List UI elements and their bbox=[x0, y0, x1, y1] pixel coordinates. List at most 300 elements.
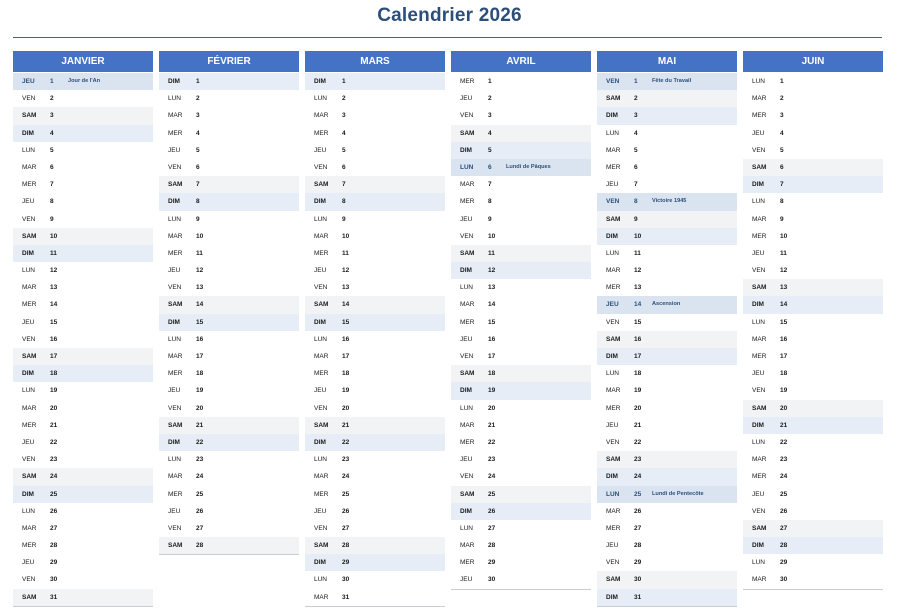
weekday-label: MER bbox=[22, 421, 37, 429]
weekday-label: LUN bbox=[314, 95, 328, 103]
day-row bbox=[13, 486, 153, 503]
day-row bbox=[13, 73, 153, 90]
day-row bbox=[13, 296, 153, 313]
day-number: 2 bbox=[488, 95, 492, 103]
day-number: 11 bbox=[780, 249, 787, 257]
weekday-label: JEU bbox=[22, 559, 35, 567]
day-row bbox=[451, 520, 591, 537]
day-row bbox=[451, 211, 591, 228]
weekday-label: LUN bbox=[606, 129, 620, 137]
weekday-label: VEN bbox=[22, 456, 36, 464]
day-row bbox=[159, 211, 299, 228]
day-row bbox=[13, 90, 153, 107]
weekday-label: JEU bbox=[460, 215, 473, 223]
day-number: 26 bbox=[50, 507, 58, 515]
weekday-label: MER bbox=[22, 542, 37, 550]
day-row bbox=[743, 73, 883, 90]
day-list bbox=[159, 73, 299, 554]
day-row bbox=[451, 296, 591, 313]
title-divider bbox=[13, 37, 882, 38]
weekday-label: MAR bbox=[22, 284, 37, 292]
weekday-label: DIM bbox=[460, 267, 472, 275]
day-number: 3 bbox=[634, 112, 638, 120]
day-row bbox=[451, 142, 591, 159]
day-number: 17 bbox=[342, 353, 350, 360]
day-list bbox=[597, 73, 737, 606]
weekday-label: SAM bbox=[606, 95, 621, 103]
day-row bbox=[13, 537, 153, 554]
holiday-label: Ascension bbox=[652, 301, 681, 308]
day-row bbox=[13, 348, 153, 365]
day-number: 2 bbox=[634, 95, 638, 103]
day-number: 11 bbox=[196, 249, 203, 257]
day-row bbox=[305, 400, 445, 417]
day-list bbox=[13, 73, 153, 606]
day-row bbox=[305, 468, 445, 485]
day-row bbox=[597, 176, 737, 193]
day-row bbox=[743, 262, 883, 279]
day-number: 10 bbox=[634, 232, 642, 240]
day-row bbox=[597, 296, 737, 313]
weekday-label: SAM bbox=[22, 593, 37, 601]
day-number: 18 bbox=[780, 370, 788, 378]
month-header: JANVIER bbox=[13, 51, 153, 72]
day-number: 23 bbox=[634, 456, 642, 464]
weekday-label: VEN bbox=[168, 524, 182, 532]
day-row bbox=[597, 537, 737, 554]
weekday-label: JEU bbox=[22, 438, 35, 446]
day-row bbox=[13, 571, 153, 588]
weekday-label: DIM bbox=[314, 559, 326, 567]
day-number: 22 bbox=[634, 438, 642, 446]
weekday-label: DIM bbox=[314, 438, 326, 446]
day-number: 28 bbox=[488, 542, 496, 550]
day-row bbox=[305, 73, 445, 90]
day-row bbox=[743, 348, 883, 365]
day-number: 30 bbox=[780, 576, 788, 584]
day-row bbox=[13, 365, 153, 382]
day-number: 17 bbox=[50, 353, 58, 360]
day-row bbox=[743, 296, 883, 313]
weekday-label: JEU bbox=[314, 267, 327, 275]
day-row bbox=[159, 400, 299, 417]
weekday-label: DIM bbox=[460, 146, 472, 154]
day-list bbox=[305, 73, 445, 606]
weekday-label: LUN bbox=[460, 524, 474, 532]
weekday-label: LUN bbox=[752, 318, 766, 326]
day-row bbox=[597, 331, 737, 348]
day-row bbox=[451, 314, 591, 331]
day-row bbox=[743, 434, 883, 451]
day-number: 12 bbox=[196, 267, 204, 275]
weekday-label: MAR bbox=[168, 112, 183, 120]
day-number: 26 bbox=[196, 507, 204, 515]
day-number: 14 bbox=[634, 301, 642, 309]
day-number: 7 bbox=[488, 181, 492, 189]
weekday-label: JEU bbox=[22, 198, 35, 206]
weekday-label: MAR bbox=[606, 267, 621, 275]
day-number: 8 bbox=[634, 198, 638, 206]
weekday-label: DIM bbox=[606, 353, 618, 360]
weekday-label: JEU bbox=[168, 267, 181, 275]
day-row bbox=[451, 365, 591, 382]
day-number: 29 bbox=[342, 559, 350, 567]
day-number: 6 bbox=[488, 163, 492, 171]
day-row bbox=[597, 73, 737, 90]
day-row bbox=[159, 520, 299, 537]
day-number: 2 bbox=[780, 95, 784, 103]
holiday-label: Fête du Travail bbox=[652, 78, 692, 84]
weekday-label: SAM bbox=[752, 163, 767, 171]
day-number: 5 bbox=[488, 146, 492, 154]
day-row bbox=[305, 107, 445, 124]
weekday-label: MAR bbox=[752, 215, 767, 223]
day-number: 9 bbox=[196, 215, 200, 223]
day-row bbox=[305, 382, 445, 399]
day-row bbox=[597, 262, 737, 279]
day-row bbox=[743, 571, 883, 588]
day-number: 3 bbox=[50, 112, 54, 120]
day-row bbox=[597, 193, 737, 210]
day-row bbox=[159, 434, 299, 451]
weekday-label: SAM bbox=[460, 249, 475, 257]
day-number: 1 bbox=[488, 78, 492, 85]
day-row bbox=[305, 211, 445, 228]
day-number: 22 bbox=[50, 438, 58, 446]
day-row bbox=[743, 159, 883, 176]
day-row bbox=[743, 451, 883, 468]
day-number: 20 bbox=[196, 404, 204, 412]
weekday-label: VEN bbox=[314, 284, 328, 292]
day-row bbox=[159, 537, 299, 554]
day-number: 16 bbox=[634, 335, 642, 343]
day-row bbox=[743, 503, 883, 520]
weekday-label: LUN bbox=[752, 78, 766, 85]
day-row bbox=[743, 382, 883, 399]
day-number: 27 bbox=[634, 524, 642, 532]
day-number: 1 bbox=[780, 78, 784, 85]
weekday-label: DIM bbox=[314, 198, 326, 206]
day-number: 25 bbox=[342, 490, 350, 498]
day-number: 27 bbox=[342, 524, 350, 532]
weekday-label: MAR bbox=[460, 542, 475, 550]
day-row bbox=[305, 279, 445, 296]
month-header: JUIN bbox=[743, 51, 883, 72]
weekday-label: MER bbox=[168, 129, 183, 137]
weekday-label: JEU bbox=[752, 490, 765, 498]
month-column bbox=[597, 51, 737, 607]
weekday-label: VEN bbox=[606, 318, 620, 326]
day-number: 17 bbox=[634, 353, 642, 360]
day-row bbox=[13, 279, 153, 296]
day-number: 6 bbox=[634, 163, 638, 171]
day-row bbox=[743, 468, 883, 485]
weekday-label: MER bbox=[606, 524, 621, 532]
day-row bbox=[451, 107, 591, 124]
weekday-label: JEU bbox=[606, 421, 619, 429]
weekday-label: MER bbox=[606, 404, 621, 412]
day-number: 31 bbox=[634, 593, 642, 601]
weekday-label: MAR bbox=[314, 112, 329, 120]
day-row bbox=[305, 262, 445, 279]
day-number: 1 bbox=[50, 78, 54, 85]
day-row bbox=[451, 90, 591, 107]
weekday-label: MAR bbox=[314, 593, 329, 601]
month-header: FÉVRIER bbox=[159, 51, 299, 72]
day-row bbox=[13, 331, 153, 348]
day-row bbox=[451, 554, 591, 571]
day-number: 28 bbox=[634, 542, 642, 550]
day-row bbox=[305, 159, 445, 176]
day-number: 14 bbox=[196, 301, 204, 309]
weekday-label: VEN bbox=[22, 95, 36, 103]
weekday-label: DIM bbox=[168, 318, 180, 326]
weekday-label: VEN bbox=[168, 284, 182, 292]
weekday-label: MER bbox=[168, 249, 183, 257]
day-row bbox=[13, 434, 153, 451]
day-list bbox=[743, 73, 883, 589]
day-number: 25 bbox=[196, 490, 204, 498]
day-row bbox=[159, 348, 299, 365]
day-number: 27 bbox=[780, 524, 788, 532]
weekday-label: MER bbox=[314, 129, 329, 137]
month-header: MAI bbox=[597, 51, 737, 72]
month-column bbox=[305, 51, 445, 607]
day-row bbox=[743, 245, 883, 262]
day-row bbox=[597, 554, 737, 571]
weekday-label: MER bbox=[460, 318, 475, 326]
day-number: 2 bbox=[342, 95, 346, 103]
weekday-label: JEU bbox=[168, 387, 181, 395]
day-number: 25 bbox=[780, 490, 788, 498]
day-row bbox=[305, 228, 445, 245]
weekday-label: MAR bbox=[168, 232, 183, 240]
day-row bbox=[13, 417, 153, 434]
weekday-label: MAR bbox=[606, 146, 621, 154]
day-row bbox=[305, 537, 445, 554]
day-number: 22 bbox=[196, 438, 204, 446]
weekday-label: SAM bbox=[22, 232, 37, 240]
day-row bbox=[305, 142, 445, 159]
day-number: 16 bbox=[50, 335, 58, 343]
day-number: 15 bbox=[50, 318, 58, 326]
day-number: 6 bbox=[780, 163, 784, 171]
month-header: MARS bbox=[305, 51, 445, 72]
weekday-label: VEN bbox=[606, 78, 620, 85]
weekday-label: VEN bbox=[168, 163, 182, 171]
weekday-label: DIM bbox=[752, 181, 764, 189]
day-list bbox=[451, 73, 591, 589]
day-number: 21 bbox=[342, 421, 350, 429]
day-row bbox=[13, 314, 153, 331]
day-row bbox=[159, 468, 299, 485]
month-bottom-rule bbox=[597, 606, 737, 607]
day-number: 16 bbox=[780, 335, 788, 343]
day-number: 19 bbox=[488, 387, 496, 395]
day-row bbox=[159, 279, 299, 296]
day-row bbox=[159, 417, 299, 434]
day-row bbox=[597, 503, 737, 520]
day-number: 1 bbox=[196, 78, 200, 85]
day-number: 7 bbox=[780, 181, 784, 189]
day-row bbox=[451, 159, 591, 176]
day-number: 19 bbox=[342, 387, 350, 395]
day-number: 24 bbox=[634, 473, 642, 481]
weekday-label: DIM bbox=[606, 232, 618, 240]
weekday-label: MAR bbox=[22, 404, 37, 412]
day-row bbox=[13, 159, 153, 176]
weekday-label: MAR bbox=[460, 301, 475, 309]
weekday-label: JEU bbox=[460, 95, 473, 103]
day-number: 4 bbox=[488, 129, 492, 137]
day-row bbox=[451, 451, 591, 468]
weekday-label: JEU bbox=[314, 146, 327, 154]
weekday-label: LUN bbox=[168, 335, 182, 343]
day-row bbox=[159, 193, 299, 210]
weekday-label: MAR bbox=[752, 576, 767, 584]
day-row bbox=[743, 554, 883, 571]
weekday-label: VEN bbox=[752, 146, 766, 154]
day-row bbox=[305, 554, 445, 571]
day-number: 8 bbox=[780, 198, 784, 206]
weekday-label: SAM bbox=[168, 542, 183, 550]
weekday-label: LUN bbox=[168, 215, 182, 223]
day-row bbox=[451, 331, 591, 348]
day-number: 19 bbox=[780, 387, 788, 395]
day-number: 23 bbox=[196, 456, 204, 464]
weekday-label: DIM bbox=[606, 112, 618, 120]
day-number: 28 bbox=[196, 542, 204, 550]
day-number: 30 bbox=[488, 576, 496, 584]
day-row bbox=[305, 486, 445, 503]
day-row bbox=[597, 417, 737, 434]
weekday-label: SAM bbox=[22, 473, 37, 481]
weekday-label: LUN bbox=[606, 370, 620, 378]
weekday-label: DIM bbox=[606, 473, 618, 481]
day-row bbox=[159, 176, 299, 193]
day-number: 12 bbox=[488, 267, 496, 275]
weekday-label: VEN bbox=[460, 112, 474, 120]
day-number: 9 bbox=[342, 215, 346, 223]
weekday-label: SAM bbox=[168, 421, 183, 429]
day-number: 3 bbox=[196, 112, 200, 120]
day-number: 4 bbox=[780, 129, 784, 137]
weekday-label: JEU bbox=[22, 78, 35, 85]
weekday-label: MER bbox=[606, 284, 621, 292]
day-number: 22 bbox=[488, 438, 496, 446]
day-number: 24 bbox=[50, 473, 58, 481]
day-number: 2 bbox=[196, 95, 200, 103]
day-row bbox=[159, 296, 299, 313]
day-number: 30 bbox=[342, 576, 350, 584]
weekday-label: MER bbox=[22, 301, 37, 309]
weekday-label: SAM bbox=[314, 181, 329, 189]
weekday-label: SAM bbox=[460, 129, 475, 137]
month-bottom-rule bbox=[159, 554, 299, 555]
weekday-label: LUN bbox=[314, 576, 328, 584]
day-number: 3 bbox=[780, 112, 784, 120]
day-number: 16 bbox=[196, 335, 204, 343]
weekday-label: JEU bbox=[314, 387, 327, 395]
day-number: 7 bbox=[342, 181, 346, 189]
day-row bbox=[597, 211, 737, 228]
weekday-label: LUN bbox=[460, 404, 474, 412]
day-number: 17 bbox=[196, 353, 204, 360]
day-number: 26 bbox=[342, 507, 350, 515]
weekday-label: LUN bbox=[22, 267, 36, 275]
day-row bbox=[13, 262, 153, 279]
day-number: 24 bbox=[488, 473, 496, 481]
day-number: 13 bbox=[50, 284, 58, 292]
day-number: 2 bbox=[50, 95, 54, 103]
day-number: 10 bbox=[488, 232, 496, 240]
weekday-label: LUN bbox=[606, 249, 620, 257]
day-number: 29 bbox=[50, 559, 58, 567]
weekday-label: LUN bbox=[314, 335, 328, 343]
day-number: 13 bbox=[634, 284, 642, 292]
weekday-label: JEU bbox=[22, 318, 35, 326]
weekday-label: JEU bbox=[606, 542, 619, 550]
weekday-label: JEU bbox=[752, 129, 765, 137]
day-row bbox=[597, 520, 737, 537]
weekday-label: JEU bbox=[606, 181, 619, 189]
weekday-label: MER bbox=[22, 181, 37, 189]
day-number: 30 bbox=[634, 576, 642, 584]
day-row bbox=[13, 107, 153, 124]
weekday-label: LUN bbox=[606, 490, 620, 498]
day-row bbox=[451, 125, 591, 142]
day-row bbox=[451, 468, 591, 485]
day-row bbox=[451, 434, 591, 451]
weekday-label: LUN bbox=[22, 387, 36, 395]
day-number: 24 bbox=[196, 473, 204, 481]
day-number: 20 bbox=[342, 404, 350, 412]
weekday-label: SAM bbox=[460, 490, 475, 498]
day-number: 8 bbox=[196, 198, 200, 206]
day-row bbox=[305, 296, 445, 313]
day-row bbox=[13, 245, 153, 262]
day-row bbox=[743, 211, 883, 228]
day-row bbox=[597, 451, 737, 468]
day-row bbox=[743, 279, 883, 296]
day-number: 15 bbox=[780, 318, 788, 326]
day-number: 5 bbox=[634, 146, 638, 154]
month-bottom-rule bbox=[13, 606, 153, 607]
weekday-label: MAR bbox=[460, 181, 475, 189]
day-row bbox=[305, 434, 445, 451]
day-row bbox=[597, 571, 737, 588]
day-row bbox=[13, 554, 153, 571]
day-row bbox=[305, 125, 445, 142]
day-number: 25 bbox=[488, 490, 496, 498]
weekday-label: DIM bbox=[606, 593, 618, 601]
day-number: 4 bbox=[196, 129, 200, 137]
day-number: 8 bbox=[50, 198, 54, 206]
day-row bbox=[451, 537, 591, 554]
weekday-label: VEN bbox=[460, 232, 474, 240]
day-number: 19 bbox=[196, 387, 204, 395]
holiday-label: Victoire 1945 bbox=[652, 198, 687, 205]
weekday-label: MER bbox=[460, 78, 475, 85]
day-number: 27 bbox=[196, 524, 204, 532]
weekday-label: LUN bbox=[168, 456, 182, 464]
day-row bbox=[597, 314, 737, 331]
weekday-label: MER bbox=[460, 438, 475, 446]
day-row bbox=[13, 400, 153, 417]
day-number: 8 bbox=[342, 198, 346, 206]
day-number: 20 bbox=[780, 404, 788, 412]
day-row bbox=[451, 228, 591, 245]
